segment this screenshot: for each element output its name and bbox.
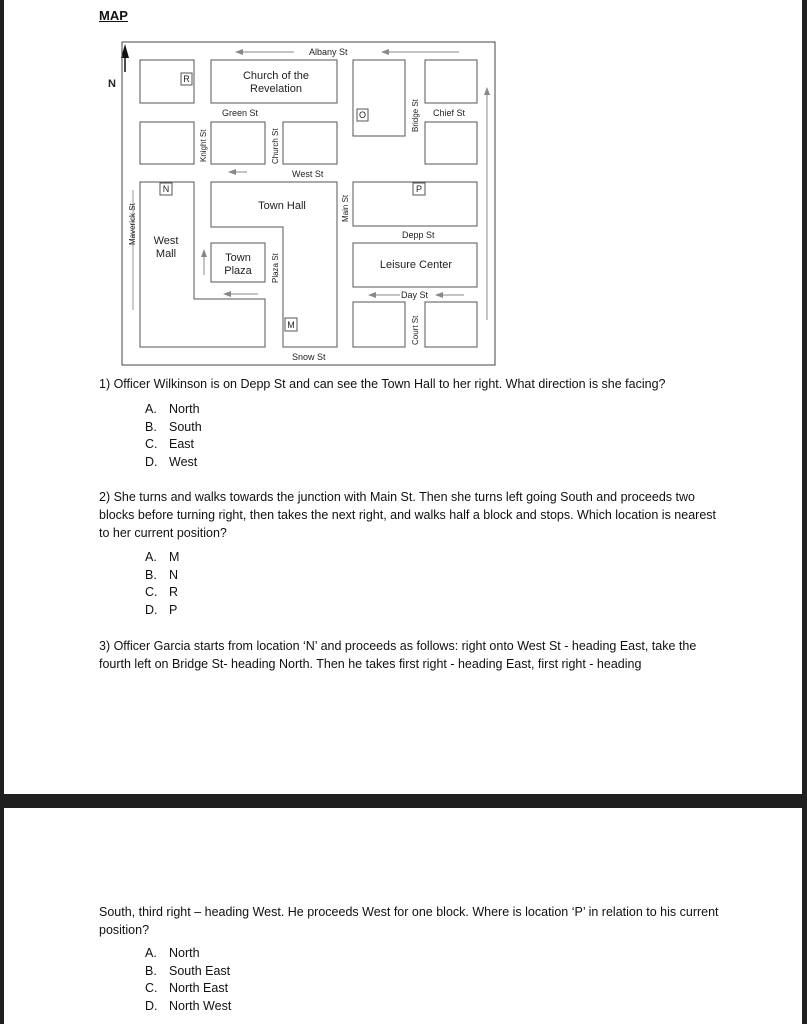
question-3-options: [145, 945, 231, 1015]
marker-o: O: [358, 110, 367, 120]
street-albany: Albany St: [309, 47, 348, 57]
question-2: 2) She turns and walks towards the junction with Main St. Then she turns left going South and proceeds two blocks before turning right, then takes the next right, and walks half a block and stops. Which location is nearest to her current position?: [99, 490, 717, 540]
option-item: B. South: [145, 419, 202, 434]
marker-n: N: [162, 184, 170, 194]
option-item: C. R: [145, 585, 179, 599]
street-church: Church St: [271, 128, 280, 164]
option-item: D. P: [145, 602, 178, 617]
town-hall-label: Town Hall: [258, 200, 306, 212]
option-item: B. South East: [145, 963, 231, 978]
church-of-the-revelation-line1: Church of the: [242, 70, 310, 82]
city-blocks: [140, 60, 477, 347]
option-item: A. M: [145, 550, 180, 564]
town-plaza-line1: Town: [225, 252, 251, 264]
question-1: 1) Officer Wilkinson is on Depp St and can see the Town Hall to her right. What direction is she facing?: [99, 377, 666, 391]
option-item: B. N: [145, 567, 179, 582]
document-page-2: [4, 808, 802, 1024]
map-border: [122, 42, 495, 365]
marker-m: M: [287, 320, 295, 330]
compass-label: N: [108, 78, 116, 90]
marker-p: P: [415, 184, 423, 194]
one-way-arrows: [133, 52, 487, 320]
marker-r: R: [183, 74, 190, 84]
street-knight: Knight St: [199, 129, 208, 162]
street-main: Main St: [341, 194, 350, 222]
street-court: Court St: [411, 315, 420, 345]
option-item: A. North: [145, 402, 200, 416]
street-depp: Depp St: [402, 230, 435, 240]
street-maverick: Maverick St: [128, 203, 137, 245]
street-west: West St: [292, 169, 324, 179]
question-3-part-1: 3) Officer Garcia starts from location ‘N’ and proceeds as follows: right onto West St - heading East, take the fourth left on Bridge St- heading North. Then he takes first right - heading East, first right - heading: [99, 639, 697, 671]
question-1-options: [145, 401, 202, 471]
option-item: A. North: [145, 946, 200, 960]
west-mall-line1: West: [153, 235, 179, 247]
city-map: [4, 0, 802, 380]
town-plaza-line2: Plaza: [224, 265, 252, 277]
option-item: C. East: [145, 437, 195, 451]
church-of-the-revelation-line2: Revelation: [250, 83, 302, 95]
option-item: D. West: [145, 454, 198, 469]
question-3-part-2: South, third right – heading West. He proceeds West for one block. Where is location ‘P’ in relation to his current position?: [99, 905, 719, 937]
street-plaza: Plaza St: [271, 253, 280, 283]
street-green: Green St: [222, 108, 259, 118]
option-item: C. North East: [145, 981, 229, 995]
document-page-1: [4, 0, 802, 794]
map-heading: MAP: [99, 8, 128, 23]
street-day: Day St: [401, 290, 429, 300]
street-snow: Snow St: [292, 352, 326, 362]
question-2-options: [145, 549, 179, 619]
street-bridge: Bridge St: [411, 99, 420, 132]
leisure-center-label: Leisure Center: [379, 259, 453, 271]
west-mall-line2: Mall: [155, 248, 177, 260]
option-item: D. North West: [145, 998, 232, 1013]
street-chief: Chief St: [433, 108, 466, 118]
